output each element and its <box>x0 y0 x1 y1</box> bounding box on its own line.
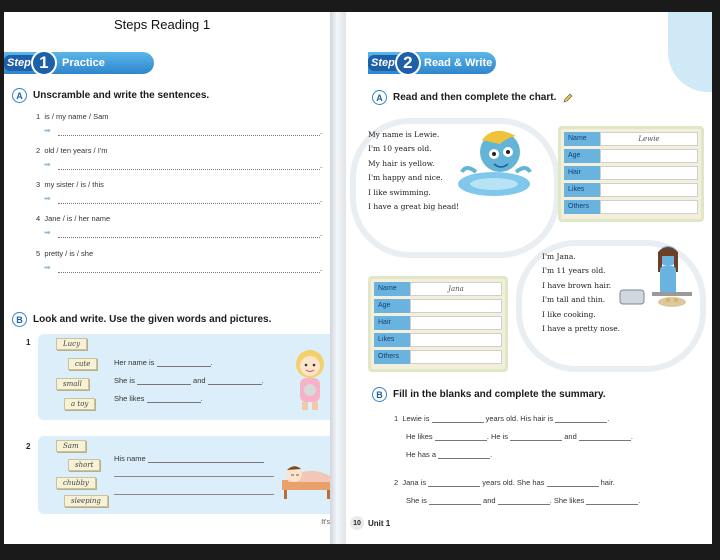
chart-key: Likes <box>374 333 410 347</box>
summary-text: He likes <box>406 432 433 441</box>
chart-row <box>374 298 502 313</box>
summary-line-3 <box>406 450 492 459</box>
left-section-b-header <box>12 312 271 327</box>
ex1-sentence-2 <box>114 376 264 385</box>
step2-number: 2 <box>395 50 421 76</box>
answer-line[interactable] <box>58 124 323 136</box>
exercise-2-panel <box>38 436 330 514</box>
step2-label: Read & Write <box>424 57 493 69</box>
chart-row <box>564 148 698 163</box>
chart-row <box>374 281 502 296</box>
item-text: my sister / is / this <box>44 180 104 189</box>
arrow-icon: ➡ <box>44 126 51 135</box>
left-page-number: It's <box>321 519 330 526</box>
lewie-speech <box>368 128 459 214</box>
answer-line[interactable] <box>58 226 323 238</box>
left-page <box>4 12 330 544</box>
write-line[interactable] <box>114 494 274 495</box>
chart-value[interactable] <box>410 299 502 313</box>
word-card: a toy <box>64 398 95 410</box>
blank[interactable] <box>498 497 550 505</box>
chart-value[interactable] <box>600 200 698 214</box>
summary-text: years old. His hair is <box>485 414 554 423</box>
unscramble-item-3 <box>36 180 104 189</box>
speech-line: I'm happy and nice. <box>368 173 443 183</box>
step1-number: 1 <box>31 50 57 76</box>
chart-value[interactable] <box>410 333 502 347</box>
and-text: and <box>193 376 206 385</box>
blank[interactable] <box>435 433 487 441</box>
chart-row <box>564 131 698 146</box>
section-a-title: Unscramble and write the sentences. <box>33 90 210 101</box>
word-card: short <box>68 459 100 471</box>
speech-line: I have a great big head! <box>368 202 460 212</box>
arrow-icon: ➡ <box>44 194 51 203</box>
summary-text: . <box>607 414 610 423</box>
line-dot: . <box>320 229 323 238</box>
ex1-sentence-3 <box>114 394 203 403</box>
speech-line: I'm 11 years old. <box>542 266 606 276</box>
chart-key: Name <box>564 132 600 146</box>
blank[interactable] <box>137 377 191 385</box>
blank[interactable] <box>438 450 493 459</box>
right-section-b-header <box>372 387 606 402</box>
summary-line-4 <box>394 478 615 487</box>
answer-line[interactable] <box>58 192 323 204</box>
answer-line[interactable] <box>58 158 323 170</box>
summary-line-2 <box>406 432 633 441</box>
word-card: Lucy <box>56 338 87 350</box>
jana-cooking-illustration <box>616 242 698 322</box>
chart-row <box>374 315 502 330</box>
left-section-a-header <box>12 88 209 103</box>
write-line[interactable] <box>114 476 274 477</box>
section-b-title: Look and write. Use the given words and pictures. <box>33 314 272 325</box>
chart-value[interactable] <box>410 350 502 364</box>
blank[interactable] <box>432 415 484 423</box>
speech-line: I'm tall and thin. <box>542 295 606 305</box>
item-number: 5 <box>36 249 41 258</box>
step1-word: Step <box>4 55 34 71</box>
chart-key: Hair <box>564 166 600 180</box>
arrow-icon: ➡ <box>44 228 51 237</box>
item-number: 2 <box>36 146 41 155</box>
right-section-a-header <box>372 90 574 105</box>
summary-text: Lewie is <box>402 414 430 423</box>
section-letter-a: A <box>12 88 27 103</box>
line-dot: . <box>320 195 323 204</box>
section-letter-b: B <box>12 312 27 327</box>
sentence-text: Her name is <box>114 358 155 367</box>
blank[interactable] <box>555 414 610 423</box>
speech-line: My name is Lewie. <box>368 130 440 139</box>
chart-value[interactable] <box>600 166 698 180</box>
item-number: 1 <box>36 112 41 121</box>
right-page-footer <box>350 516 390 530</box>
item-number: 2 <box>394 478 399 487</box>
line-dot: . <box>320 127 323 136</box>
answer-line[interactable] <box>58 261 323 273</box>
jana-chart <box>368 276 508 372</box>
pencil-icon <box>562 92 574 104</box>
exercise-number-2: 2 <box>26 442 31 451</box>
dot: . <box>200 394 203 403</box>
dot: . <box>261 376 264 385</box>
step1-badge <box>4 48 57 78</box>
chart-row <box>564 182 698 197</box>
step1-banner <box>4 52 154 74</box>
summary-text: Jana is <box>402 478 427 487</box>
blank[interactable] <box>148 455 264 463</box>
unscramble-item-2 <box>36 146 107 155</box>
summary-text: . He is <box>486 432 509 441</box>
blank[interactable] <box>547 479 599 487</box>
unscramble-item-4 <box>36 214 110 223</box>
summary-text: . <box>490 450 493 459</box>
sentence-text: His name <box>114 454 146 463</box>
speech-line: I like cooking. <box>542 309 596 319</box>
book-spine <box>330 12 346 544</box>
item-number: 3 <box>36 180 41 189</box>
girl-with-toy-illustration <box>288 344 330 412</box>
blank[interactable] <box>579 433 631 441</box>
blank[interactable] <box>429 497 481 505</box>
ex2-sentence-1 <box>114 454 264 463</box>
sentence-text: She is <box>114 376 135 385</box>
chart-value[interactable]: Lewie <box>600 132 698 146</box>
chart-row <box>374 349 502 364</box>
section-letter-b: B <box>372 387 387 402</box>
page-number: 10 <box>350 516 364 530</box>
item-text: Jane / is / her name <box>44 214 111 223</box>
blank[interactable] <box>157 359 211 367</box>
chart-key: Others <box>564 200 600 214</box>
summary-line-1 <box>394 414 609 423</box>
summary-text: and <box>564 432 577 441</box>
chart-row <box>374 332 502 347</box>
unit-label: Unit 1 <box>368 518 391 528</box>
section-a-title: Read and then complete the chart. <box>393 92 557 103</box>
speech-line: I have a pretty nose. <box>542 324 621 334</box>
word-card: chubby <box>56 477 96 489</box>
arrow-icon: ➡ <box>44 160 51 169</box>
summary-text: . <box>630 432 633 441</box>
exercise-1-panel <box>38 334 330 420</box>
word-card: Sam <box>56 440 86 452</box>
chart-key: Others <box>374 350 410 364</box>
item-number: 4 <box>36 214 41 223</box>
blank[interactable] <box>586 496 641 505</box>
summary-text: . <box>638 496 641 505</box>
summary-text: years old. She has <box>482 478 545 487</box>
step2-badge <box>368 48 421 78</box>
summary-text: and <box>483 496 496 505</box>
lewie-chart <box>558 126 704 222</box>
chart-key: Name <box>374 282 410 296</box>
section-b-title: Fill in the blanks and complete the summary. <box>393 389 606 400</box>
arrow-icon: ➡ <box>44 263 51 272</box>
line-dot: . <box>320 264 323 273</box>
chart-value[interactable] <box>410 316 502 330</box>
chart-key: Age <box>564 149 600 163</box>
summary-text: He has a <box>406 450 437 459</box>
blank[interactable] <box>428 479 480 487</box>
step1-label: Practice <box>62 57 105 69</box>
chart-key: Age <box>374 299 410 313</box>
sentence-text: She likes <box>114 394 145 403</box>
chart-value[interactable] <box>600 183 698 197</box>
jana-speech <box>542 250 620 336</box>
speech-line: I have brown hair. <box>542 280 612 290</box>
speech-line: My hair is yellow. <box>368 158 435 168</box>
sleeping-boy-illustration <box>278 454 330 502</box>
speech-line: I'm Jana. <box>542 252 576 261</box>
item-text: is / my name / Sam <box>44 112 109 121</box>
exercise-number-1: 1 <box>26 338 31 347</box>
blank[interactable] <box>208 377 262 385</box>
summary-text: She is <box>406 496 427 505</box>
corner-decoration <box>668 12 712 92</box>
unscramble-item-5 <box>36 249 93 258</box>
word-card: cute <box>68 358 97 370</box>
section-letter-a: A <box>372 90 387 105</box>
lewie-swimming-illustration <box>454 126 534 202</box>
chart-value[interactable] <box>600 149 698 163</box>
word-card: sleeping <box>64 495 108 507</box>
blank[interactable] <box>510 433 562 441</box>
chart-value[interactable]: Jana <box>410 282 502 296</box>
speech-line: I like swimming. <box>368 187 431 197</box>
summary-text: . She likes <box>549 496 585 505</box>
speech-line: I'm 10 years old. <box>368 144 432 154</box>
summary-text: hair. <box>600 478 615 487</box>
chart-row <box>564 165 698 180</box>
chart-key: Likes <box>564 183 600 197</box>
unscramble-item-1 <box>36 112 109 121</box>
ex1-sentence-1 <box>114 358 213 367</box>
word-card: small <box>56 378 89 390</box>
book-title: Steps Reading 1 <box>114 17 211 32</box>
item-text: old / ten years / I'm <box>44 146 108 155</box>
line-dot: . <box>320 161 323 170</box>
dot: . <box>210 358 213 367</box>
step2-word: Step <box>368 55 398 71</box>
item-number: 1 <box>394 414 399 423</box>
chart-row <box>564 199 698 214</box>
summary-line-5 <box>406 496 640 505</box>
item-text: pretty / is / she <box>44 249 94 258</box>
chart-key: Hair <box>374 316 410 330</box>
right-page <box>346 12 712 544</box>
blank[interactable] <box>147 395 201 403</box>
step2-banner <box>368 52 496 74</box>
